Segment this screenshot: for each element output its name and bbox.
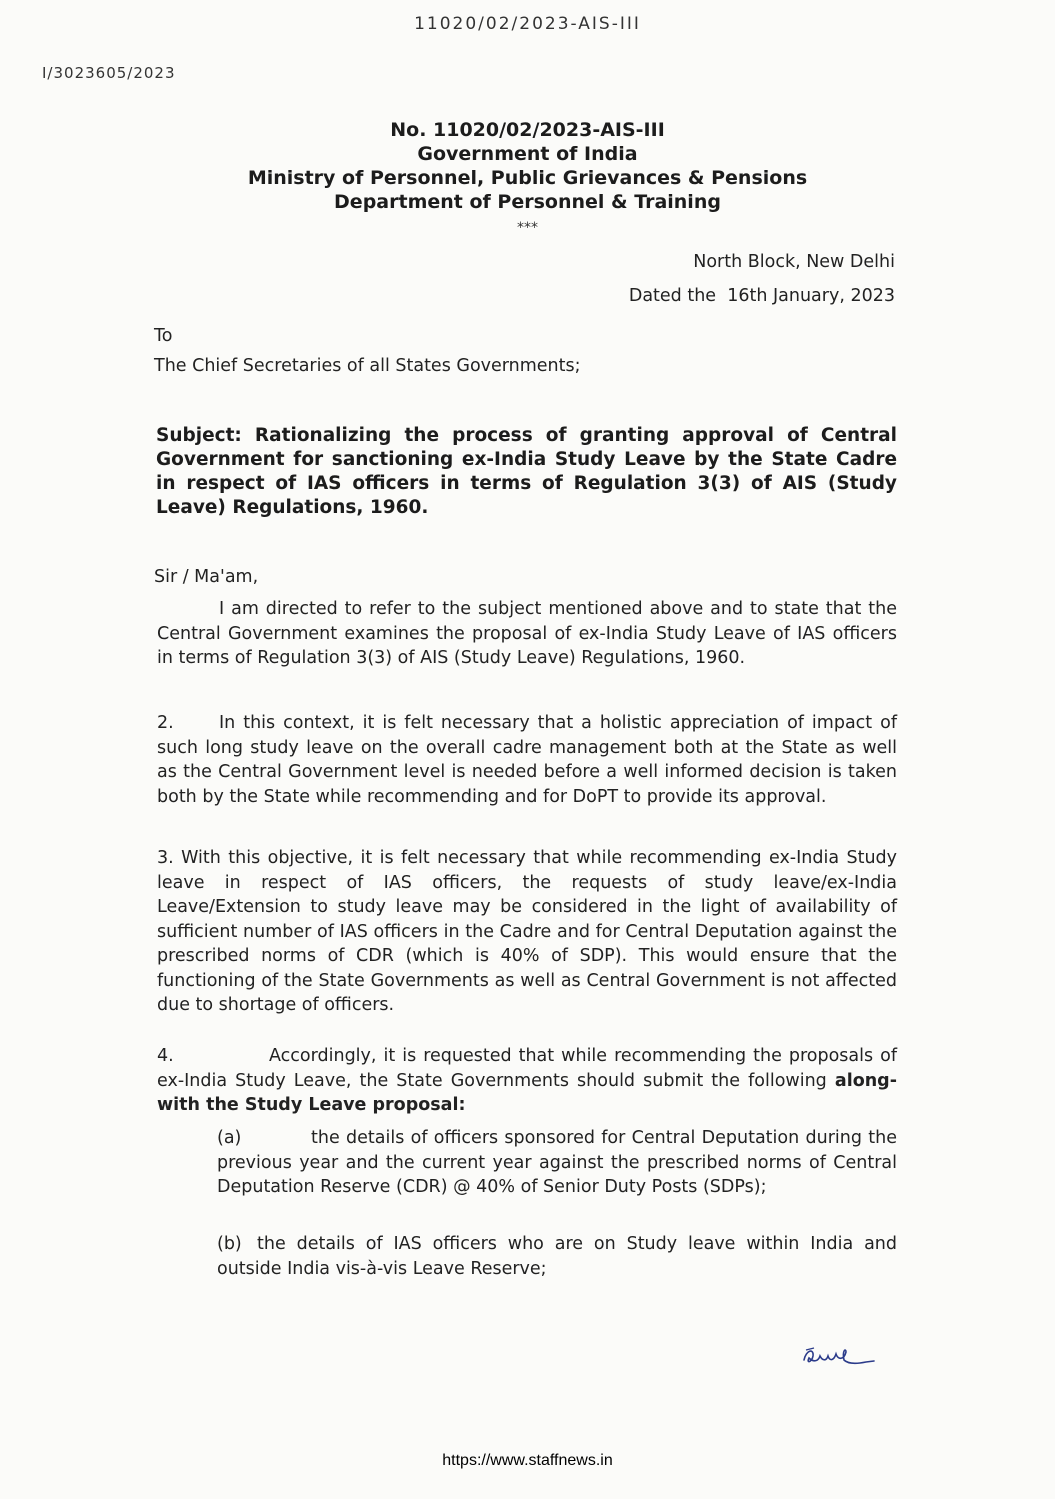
paragraph-1: I am directed to refer to the subject mentioned above and to state that the Central Government examines the proposal of ex-India Study Leave of IAS officers in terms of Regulation 3(3) of AIS (Study Leave) Regulations, 1960.: [157, 599, 897, 668]
salutation: Sir / Ma'am,: [154, 567, 259, 587]
government-name: Government of India: [417, 143, 638, 165]
item-a: [217, 1126, 897, 1200]
item-b-text: the details of IAS officers who are on Study leave within India and outside India vis-à-vis Leave Reserve;: [217, 1234, 897, 1279]
item-b: [217, 1232, 897, 1281]
paragraph-2-number: 2.: [157, 713, 174, 733]
file-number-header: 11020/02/2023-AIS-III: [414, 14, 641, 34]
letter-number: No. 11020/02/2023-AIS-III: [390, 119, 665, 141]
paragraph-4: [157, 1044, 897, 1118]
ministry-name: Ministry of Personnel, Public Grievances & Pensions: [247, 167, 808, 189]
signature: [800, 1338, 880, 1378]
paragraph-4-bold: along-with the Study Leave proposal:: [157, 1070, 897, 1115]
subject-line: Subject: Rationalizing the process of granting approval of Central Government for sanctioning ex-India Study Leave by the State Cadre in respect of IAS officers in terms of Regulation 3(3) of AIS (Study Leave) Regulations, 1960.: [156, 425, 897, 518]
letter-heading: [0, 118, 1055, 214]
paragraph-3: 3. With this objective, it is felt necessary that while recommending ex-India Study leave in respect of IAS officers, the requests of study leave/ex-India Leave/Extension to study leave may be considered in the light of availability of sufficient number of IAS officers in the Cadre and for Central Deputation against the prescribed norms of CDR (which is 40% of SDP). This would ensure that the functioning of the State Governments as well as Central Government is not affected due to shortage of officers.: [157, 848, 897, 1015]
paragraph-2: [157, 711, 897, 809]
heading-separator: ***: [517, 220, 538, 236]
date-line: Dated the 16th January, 2023: [628, 286, 895, 306]
website-footer[interactable]: https://www.staffnews.in: [442, 1452, 613, 1469]
addressee: The Chief Secretaries of all States Governments;: [154, 356, 581, 376]
paragraph-4-number: 4.: [157, 1046, 174, 1066]
paragraph-2-text: In this context, it is felt necessary that a holistic appreciation of impact of such long study leave on the overall cadre management both at the State as well as the Central Government level is needed before a well informed decision is taken both by the State while recommending and for DoPT to provide its approval.: [157, 713, 897, 807]
place: North Block, New Delhi: [693, 252, 895, 272]
item-a-label: (a): [217, 1128, 242, 1148]
item-a-text: the details of officers sponsored for Central Deputation during the previous year and the current year against the prescribed norms of Central Deputation Reserve (CDR) @ 40% of Senior Duty Posts (SDPs);: [217, 1128, 897, 1197]
to-label: To: [154, 326, 173, 346]
receipt-number: I/3023605/2023: [42, 64, 176, 82]
item-b-label: (b): [217, 1234, 242, 1254]
paragraph-4-text: Accordingly, it is requested that while recommending the proposals of ex-India Study Leave, the State Governments should submit the following: [157, 1046, 897, 1091]
department-name: Department of Personnel & Training: [334, 191, 721, 213]
